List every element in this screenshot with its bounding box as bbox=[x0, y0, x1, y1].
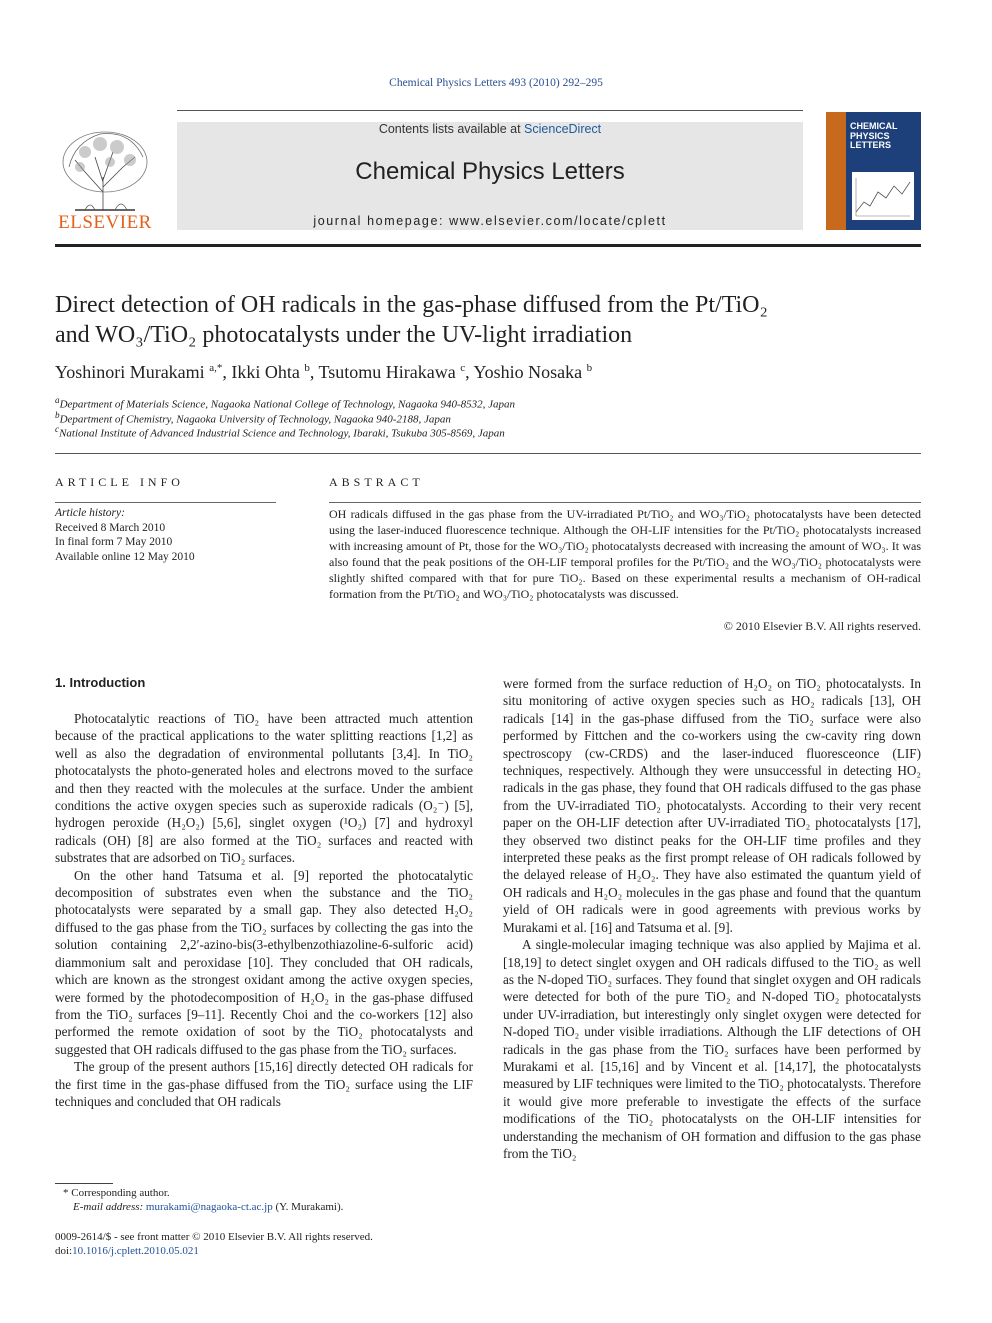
cover-band bbox=[826, 112, 846, 230]
author-name[interactable]: Yoshinori Murakami bbox=[55, 362, 205, 382]
elsevier-wordmark: ELSEVIER bbox=[58, 212, 152, 233]
affiliation-c bbox=[55, 424, 505, 440]
author-affil-marker[interactable]: b bbox=[586, 362, 593, 374]
author-separator: , bbox=[222, 362, 232, 382]
history-online: Available online 12 May 2010 bbox=[55, 550, 195, 563]
journal-citation-link[interactable]: Chemical Physics Letters 493 (2010) 292–295 bbox=[389, 77, 603, 89]
article-info-heading: ARTICLE INFO bbox=[55, 475, 184, 489]
affiliation-a bbox=[55, 395, 515, 411]
header-rule bbox=[177, 110, 803, 111]
affiliation-marker: c bbox=[55, 424, 60, 434]
elsevier-logo[interactable] bbox=[55, 122, 155, 232]
affiliation-text: Department of Chemistry, Nagaoka University of Technology, Nagaoka 940-2188, Japan bbox=[59, 413, 451, 426]
author-separator: , bbox=[309, 362, 319, 382]
author-email-link[interactable]: murakami@nagaoka-ct.ac.jp bbox=[145, 1201, 273, 1213]
history-final-form: In final form 7 May 2010 bbox=[55, 536, 173, 548]
cover-plot-icon bbox=[852, 172, 914, 220]
body-column-right bbox=[503, 675, 921, 1162]
footnote-corresponding: * Corresponding author. bbox=[63, 1187, 170, 1199]
author-separator: , bbox=[465, 362, 474, 382]
corresponding-author-footnote bbox=[55, 1186, 343, 1214]
sciencedirect-link[interactable]: ScienceDirect bbox=[524, 122, 602, 136]
body-paragraph: On the other hand Tatsuma et al. [9] reported the photocatalytic decomposition of substrates even when the substance and the TiO₂ photocatalysts were separated by a small gap. They also detected H₂O₂ diffused to the gas phase from the TiO₂ surfaces by collecting the gas into the solution containing 2,2′-azino-bis(3-ethylbenzothiazoline-6-sulforic acid) diammonium salt and peroxidase [10]. They concluded that OH radicals, which are known as the strongest oxidant among the active oxygen species, were formed by the photodecomposition of H₂O₂ in the gas-phase diffused from the TiO₂ surfaces [9–11]. Recently Choi and the co-workers [12] also performed the remote oxidation of soot by the TiO₂ photocatalysts and suggested that OH radicals diffused to the gas phase from the TiO₂ surfaces. bbox=[55, 867, 473, 1057]
abstract-heading: ABSTRACT bbox=[329, 475, 424, 489]
footnote-email-suffix: (Y. Murakami). bbox=[275, 1201, 344, 1213]
author-affil-marker[interactable]: b bbox=[304, 362, 310, 374]
journal-title[interactable]: Chemical Physics Letters bbox=[355, 158, 625, 185]
affiliation-marker: b bbox=[55, 410, 60, 420]
body-column-left bbox=[55, 710, 473, 1110]
doi-link[interactable]: 10.1016/j.cplett.2010.05.021 bbox=[72, 1245, 199, 1257]
contents-line bbox=[177, 122, 803, 136]
footnote-email-label: E-mail address: bbox=[73, 1201, 144, 1213]
contents-prefix: Contents lists available at bbox=[378, 122, 521, 136]
affiliation-text: National Institute of Advanced Industrial Science and Technology, Ibaraki, Tsukuba 305-8569, Japan bbox=[59, 427, 505, 440]
affiliation-text: Department of Materials Science, Nagaoka National College of Technology, Nagaoka 940-8532, Japan bbox=[59, 398, 516, 411]
author-affil-marker[interactable]: a,* bbox=[209, 362, 223, 374]
footnote-rule bbox=[55, 1183, 113, 1184]
abstract-copyright: © 2010 Elsevier B.V. All rights reserved. bbox=[723, 619, 921, 633]
cover-figure bbox=[852, 172, 914, 220]
front-matter-divider bbox=[55, 453, 921, 454]
page-footer bbox=[55, 1230, 373, 1258]
history-received: Received 8 March 2010 bbox=[55, 521, 166, 534]
article-title bbox=[55, 290, 921, 350]
footer-issn: 0009-2614/$ - see front matter © 2010 Elsevier B.V. All rights reserved. bbox=[55, 1231, 373, 1243]
body-paragraph: The group of the present authors [15,16] directly detected OH radicals for the first time in the gas-phase diffused from the TiO₂ surface using the LIF techniques and concluded that OH radicals bbox=[55, 1059, 473, 1109]
body-paragraph: were formed from the surface reduction of H₂O₂ on TiO₂ photocatalysts. In situ monitoring of active oxygen species such as HO₂ radicals [13], OH radicals [14] in the gas-phase diffused from the TiO₂ surface were also performed by Fittchen and the co-workers using the cw-cavity ring down spectroscopy (cw-CRDS) and the laser-induced fluoresceonce (LIF) techniques, respectively. Although they were unsuccessful in detecting HO₂ radicals in the gas phase, they found that OH radicals diffused to the gas phase from the UV-irradiated TiO₂ photocatalysts. According to their very recent paper on the OH-LIF detection after UV-irradiated TiO₂ photocatalysts [17], they observed two distinct peaks for the OH-LIF time profiles and they interpreted these peaks as the first prompt release of OH radicals followed by the delayed release of H₂O₂. They have also estimated the quantum yield of OH radicals and H₂O₂ molecules in the gas phase and found that the quantum yield of OH radicals were in good agreements with previous works by Murakami et al. [16] and Tatsuma et al. [9]. bbox=[503, 676, 921, 935]
article-history bbox=[55, 506, 195, 564]
footer-doi-label: doi: bbox=[55, 1245, 73, 1257]
section-heading-introduction: 1. Introduction bbox=[55, 675, 146, 690]
body-paragraph: A single-molecular imaging technique was also applied by Majima et al. [18,19] to detect singlet oxygen and OH radicals diffused to the TiO₂ as well as the N-doped TiO₂ surfaces. They found that singlet oxygen and OH radicals were detected for both of the pure TiO₂ and N-doped TiO₂ photocatalysts under UV-irradiation, but interestingly only singlet oxygen were detected for N-doped TiO₂ under visible irradiations. Although the LIF detections of OH radicals in the gas phase from the TiO₂ surfaces have been performed by Murakami et al. [15,16] and by Vincent et al. [14,17], the photocatalysts measured by LIF techniques were limited to the TiO₂ photocatalysts. Therefore it would give more preferable to investigate the effects of the surface modifications of the TiO₂ photocatalysts on the OH-LIF intensities for understanding the mechanism of OH formation and diffusion to the gas phase from the TiO₂ bbox=[503, 937, 921, 1161]
body-paragraph: Photocatalytic reactions of TiO₂ have been attracted much attention because of the practical applications to the water splitting reactions [1,2] as well as also the degradation of environmental pollutants [3,4]. In TiO₂ photocatalysts the photo-generated holes and electrons moved to the surface and then they reacted with the molecules at the surface. Under the ambient conditions the active oxygen species such as superoxide radicals (O₂⁻) [5], hydrogen peroxide (H₂O₂) [5,6], singlet oxygen (¹O₂) [7] and hydroxyl radicals (OH) [8] are also formed at the TiO₂ surfaces and reacted with substrates that are adsorbed on TiO₂ surfaces. bbox=[55, 711, 473, 866]
author-name[interactable]: Yoshio Nosaka bbox=[473, 362, 583, 382]
affiliation-marker: a bbox=[55, 395, 60, 405]
author-name[interactable]: Tsutomu Hirakawa bbox=[318, 362, 456, 382]
article-info-rule bbox=[55, 502, 276, 503]
author-affil-marker[interactable]: c bbox=[460, 362, 466, 374]
cover-title: CHEMICAL PHYSICS LETTERS bbox=[850, 121, 898, 150]
journal-cover-thumbnail[interactable] bbox=[826, 112, 921, 230]
author-list bbox=[55, 362, 592, 383]
title-line-1: Direct detection of OH radicals in the gas-phase diffused from the Pt/TiO₂ bbox=[55, 292, 768, 318]
author-name[interactable]: Ikki Ohta bbox=[231, 362, 300, 382]
abstract-text: OH radicals diffused in the gas phase from the UV-irradiated Pt/TiO₂ and WO₃/TiO₂ photocatalysts have been detected using the laser-induced fluorescence technique. Although the OH-LIF intensities for the Pt/TiO₂ photocatalysts increased with increasing amount of Pt, those for the WO₃/TiO₂ photocatalysts decreased with increasing the amount of WO₃. It was also found that the peak positions of the OH-LIF temporal profiles for the Pt/TiO₂ and the WO₃/TiO₂ photocatalysts were slightly shifted compared with that for pure TiO₂. Based on these experimental results a mechanism of OH-radical formation from the Pt/TiO₂ and WO₃/TiO₂ photocatalysts was discussed. bbox=[329, 507, 921, 601]
history-label: Article history: bbox=[55, 507, 125, 519]
journal-homepage[interactable]: journal homepage: www.elsevier.com/locate/cplett bbox=[313, 214, 667, 228]
journal-masthead bbox=[177, 122, 803, 230]
masthead-divider bbox=[55, 244, 921, 247]
title-line-2: and WO₃/TiO₂ photocatalysts under the UV-light irradiation bbox=[55, 322, 633, 348]
abstract-rule bbox=[329, 502, 921, 503]
